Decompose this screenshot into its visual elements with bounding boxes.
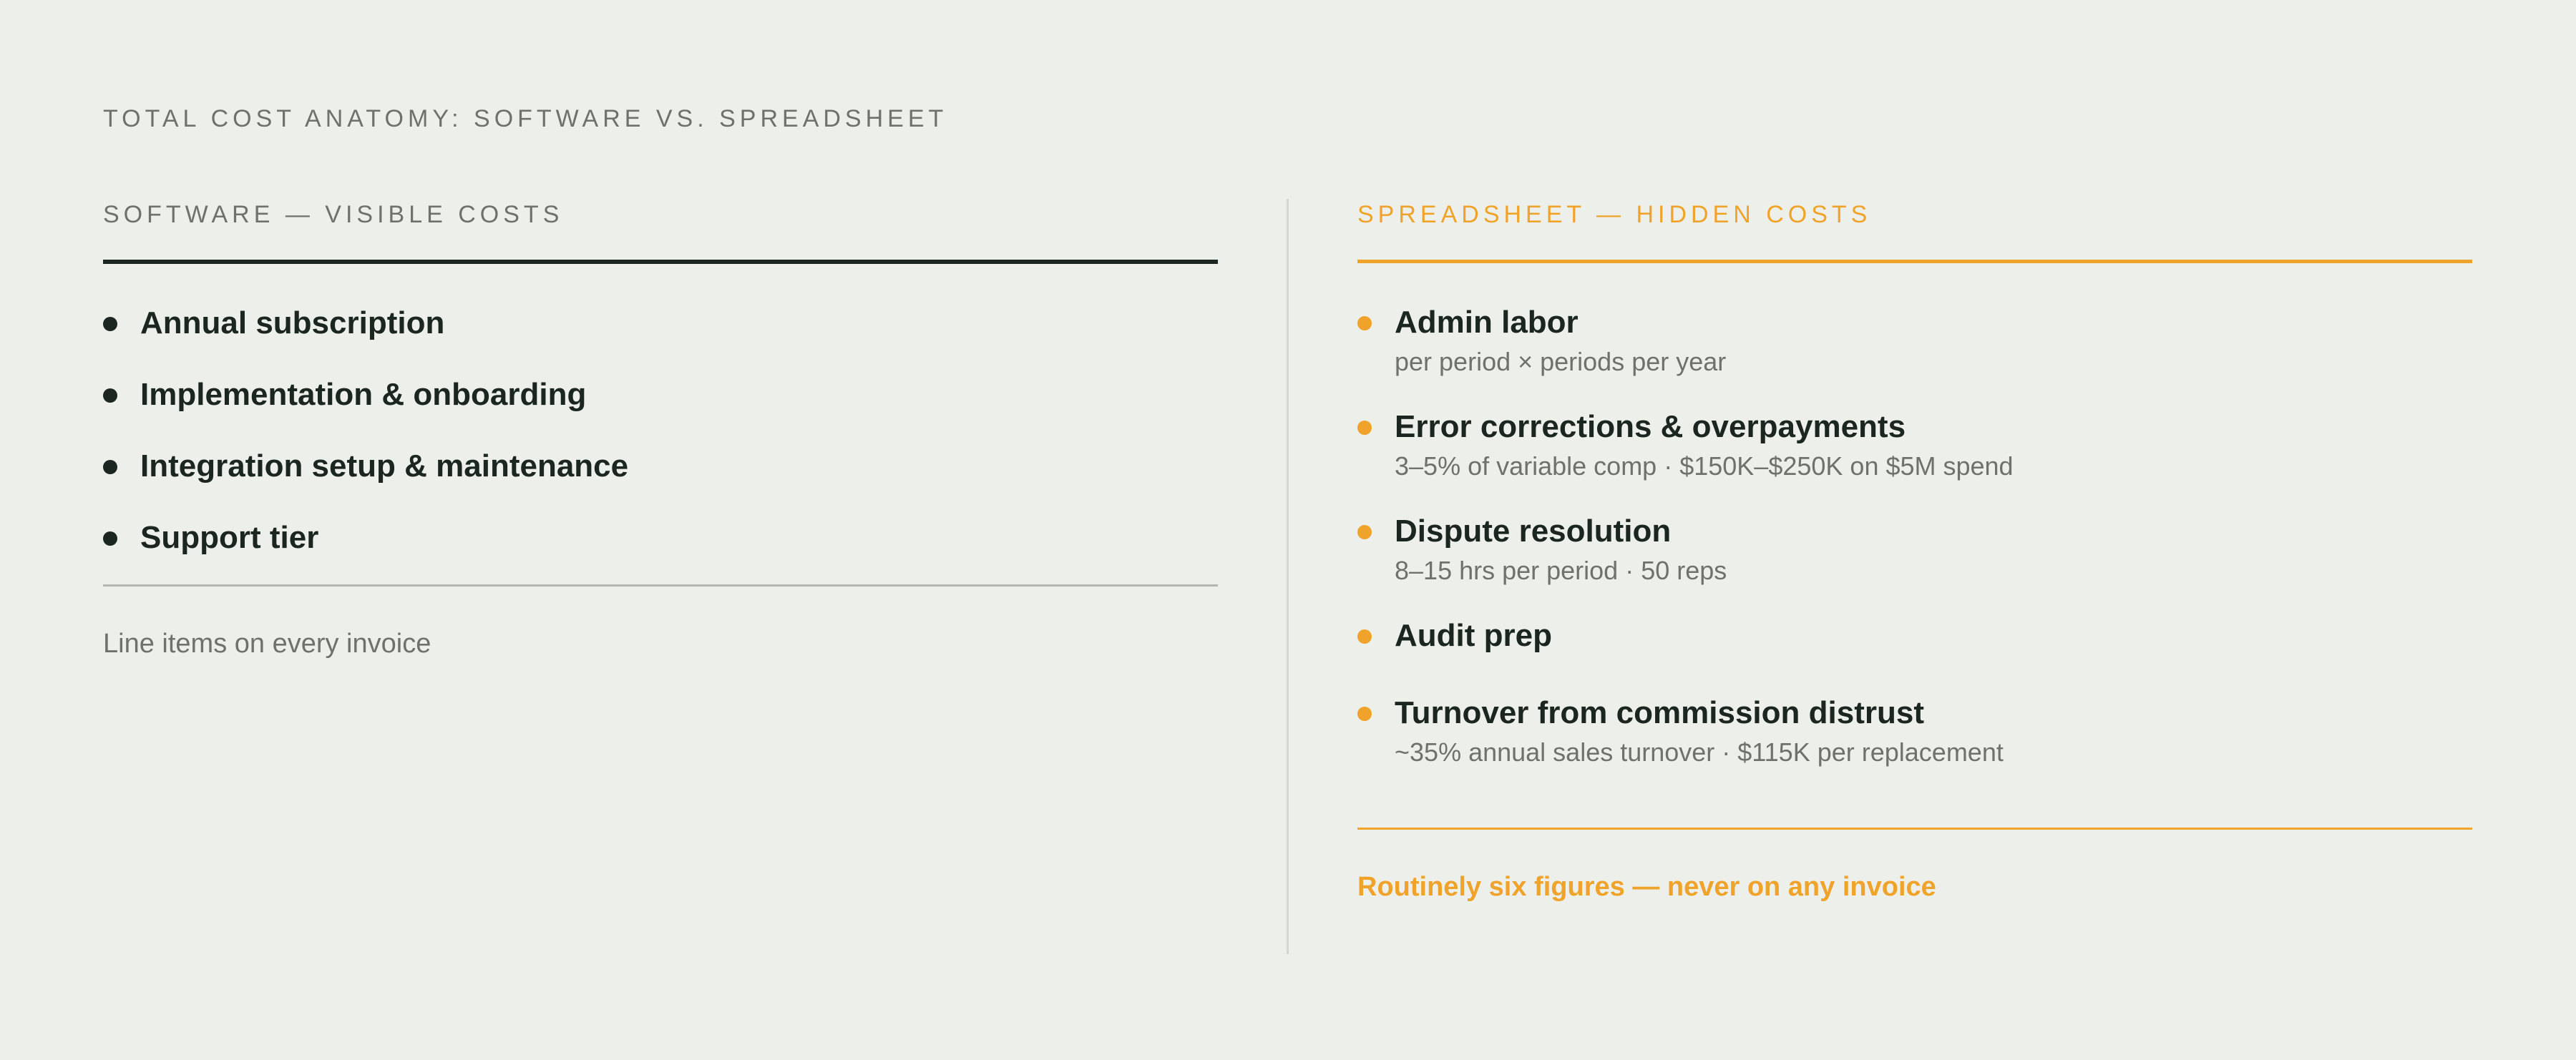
- bullet-icon: [1357, 316, 1372, 330]
- bullet-icon: [1357, 525, 1372, 539]
- software-column: [103, 200, 1218, 659]
- list-item: [103, 303, 1218, 375]
- item-label: Admin labor: [1395, 305, 1579, 340]
- item-detail: ~35% annual sales turnover · $115K per replacement: [1395, 737, 2004, 767]
- item-label: Integration setup & maintenance: [140, 448, 629, 484]
- column-divider: [1287, 199, 1289, 954]
- spreadsheet-column: [1357, 200, 2472, 903]
- software-footer-rule: [103, 584, 1218, 587]
- spreadsheet-footer-rule: [1357, 828, 2472, 830]
- list-item: [103, 375, 1218, 446]
- item-detail: 3–5% of variable comp · $150K–$250K on $5M spend: [1395, 451, 2014, 481]
- list-item: [1357, 693, 2472, 767]
- spreadsheet-footer: Routinely six figures — never on any invoice: [1357, 872, 1936, 902]
- software-heading-rule: [103, 260, 1218, 264]
- spreadsheet-heading-rule: [1357, 260, 2472, 263]
- list-item: [1357, 616, 2472, 656]
- item-detail: per period × periods per year: [1395, 347, 1727, 376]
- list-item: [1357, 407, 2472, 481]
- item-label: Dispute resolution: [1395, 514, 1672, 549]
- bullet-icon: [1357, 707, 1372, 721]
- bullet-icon: [1357, 421, 1372, 435]
- spreadsheet-cost-list: [1357, 303, 2472, 767]
- item-label: Turnover from commission distrust: [1395, 695, 1924, 730]
- item-label: Annual subscription: [140, 305, 445, 340]
- item-label: Support tier: [140, 520, 319, 555]
- software-heading: SOFTWARE — VISIBLE COSTS: [103, 201, 564, 228]
- software-footer: Line items on every invoice: [103, 629, 431, 659]
- list-item: [103, 518, 1218, 584]
- item-detail: 8–15 hrs per period · 50 reps: [1395, 556, 1727, 585]
- bullet-icon: [103, 460, 117, 474]
- bullet-icon: [103, 317, 117, 331]
- item-label: Implementation & onboarding: [140, 377, 587, 412]
- list-item: [103, 446, 1218, 518]
- page-title: TOTAL COST ANATOMY: SOFTWARE VS. SPREADSHEET: [103, 105, 948, 132]
- list-item: [1357, 511, 2472, 586]
- software-cost-list: [103, 303, 1218, 584]
- bullet-icon: [103, 388, 117, 403]
- list-item: [1357, 303, 2472, 377]
- bullet-icon: [1357, 629, 1372, 644]
- item-label: Error corrections & overpayments: [1395, 409, 1906, 444]
- bullet-icon: [103, 531, 117, 546]
- item-label: Audit prep: [1395, 618, 1552, 653]
- spreadsheet-heading: SPREADSHEET — HIDDEN COSTS: [1357, 201, 1872, 228]
